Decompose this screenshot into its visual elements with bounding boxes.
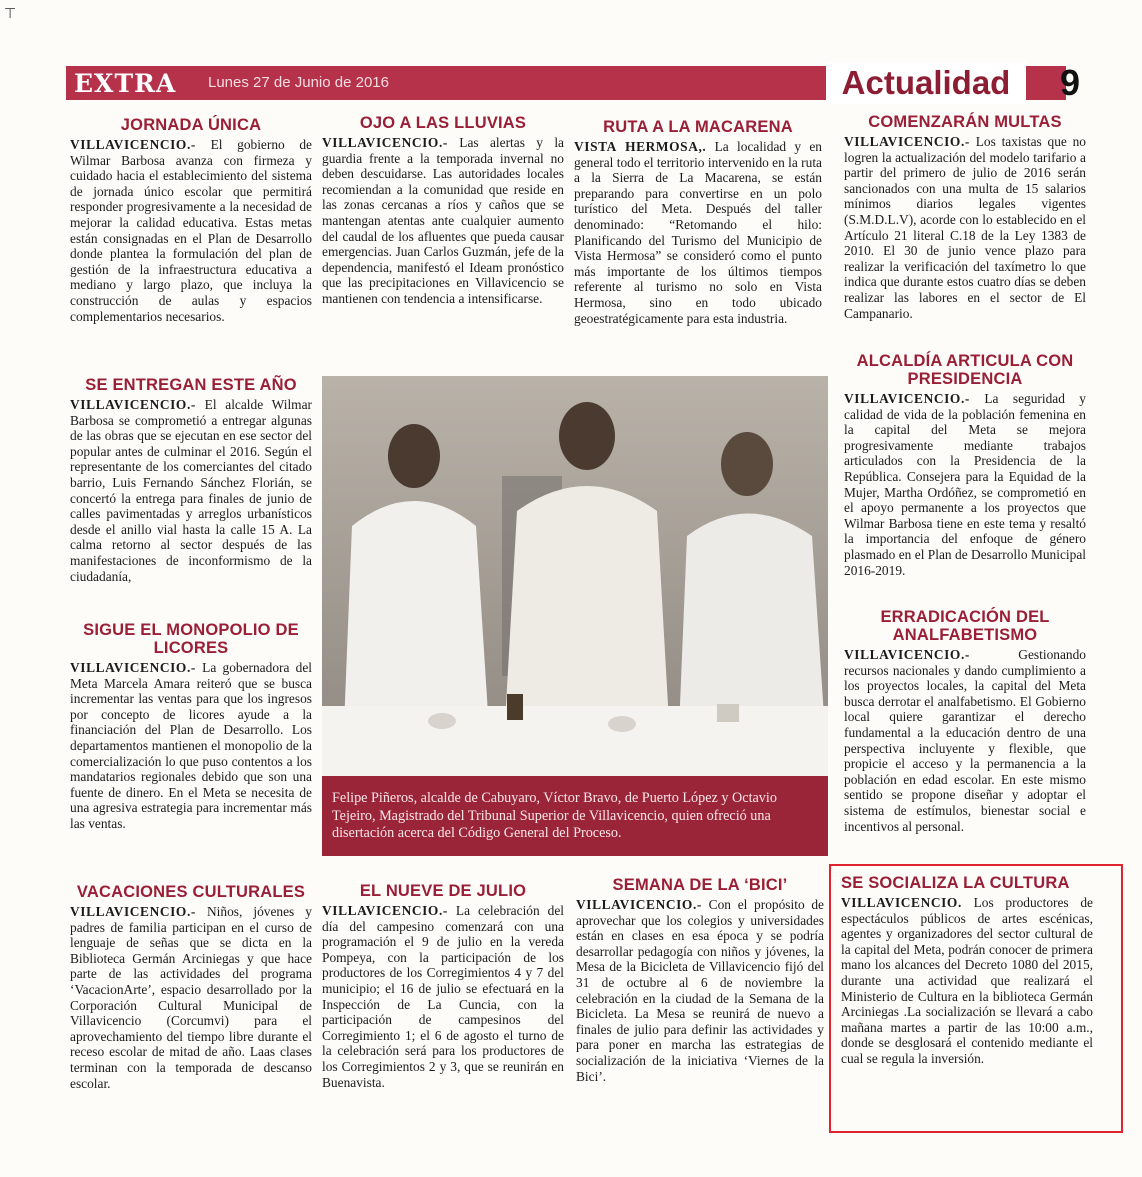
article-body	[70, 397, 312, 584]
article-headline: SE ENTREGAN ESTE AÑO	[85, 376, 297, 394]
article-dateline: VILLAVICENCIO.-	[70, 137, 196, 152]
article-headline: RUTA A LA MACARENA	[603, 118, 793, 136]
article-headline: COMENZARÁN MULTAS	[868, 113, 1062, 131]
article-body	[70, 904, 312, 1091]
article-socializa-cultura	[841, 874, 1093, 1067]
news-photo	[322, 376, 828, 856]
article-text: Los productores de espectáculos públicos de artes escénicas, agentes y organizadores del sector cultural de la capital del Meta, podrán conocer de primera mano los alcances del Decreto 1080 del 2015, durante una actividad que realizará el Ministerio de Cultura en la biblioteca Germán Arciniegas .La socialización se llevará a cabo mañana martes a partir de las 10:00 a.m., donde se desglosará el contenido mediante el cual se regula la inversión.	[841, 895, 1093, 1066]
article-body	[844, 134, 1086, 321]
article-body	[574, 139, 822, 326]
article-nueve-julio	[322, 882, 564, 1090]
article-dateline: VILLAVICENCIO.	[841, 895, 962, 910]
article-body	[70, 660, 312, 832]
article-text: Los taxistas que no logren la actualización del modelo tarifario a partir del primero de julio de 2016 serán sancionados con una multa de 15 salarios mínimos diarios legales vigentes (S.M.D.L.V), acorde con lo establecido en el Artículo 21 literal C.18 de la Ley 1383 de 2010. El 30 de junio vence plazo para realizar la verificación del taxímetro lo que indica que durante estos cuatro días se deben realizar las labores en el sector de El Campanario.	[844, 134, 1086, 321]
article-text: Niños, jóvenes y padres de familia participan en el curso de lenguaje de señas que se dicta en la Biblioteca Germán Arciniegas y que hace parte de las actividades del programa ‘VacacionArte’, espacio desarrollado por la Corporación Cultural Municipal de Villavicencio (Corcumvi) para el aprovechamiento del tiempo libre durante el receso escolar de mitad de año. Laas clases terminan con la temporada de descanso escolar.	[70, 904, 312, 1091]
corner-mark: ⊤	[4, 6, 17, 22]
newspaper-logo: EXTRA	[74, 69, 177, 98]
article-erradicacion-analfabetismo	[844, 608, 1086, 834]
article-monopolio-licores	[70, 621, 312, 832]
article-text: El alcalde Wilmar Barbosa se comprometió a entregar algunas de las obras que se ejecutan en ese sector del popular antes de culminar el 2016. Según el representante de los comerciantes del citado barrio, Luis Fernando Sánchez Florián, se concertó la entrega para finales de junio de calles pavimentadas y arreglos urbanísticos desde el anillo vial hasta la calle 15 A. La calma retorno al sector después de las manifestaciones de inconformismo de la ciudadanía,	[70, 397, 312, 584]
article-text: La gobernadora del Meta Marcela Amara reiteró que se busca incrementar las ventas para que los ingresos por concepto de licores ayude a la financiación del Plan de Desarrollo. Los departamentos mantienen el monopolio de la comercialización lo que puso contentos a los mandatarios regionales debido que son una fuente de dinero. En el Meta se necesita de una agresiva estrategia para incrementar más las ventas.	[70, 660, 312, 831]
issue-date: Lunes 27 de Junio de 2016	[208, 74, 389, 91]
article-ojo-lluvias	[322, 114, 564, 307]
article-vacaciones-culturales	[70, 883, 312, 1091]
article-headline: SIGUE EL MONOPOLIO DE LICORES	[83, 621, 299, 657]
article-dateline: VILLAVICENCIO.-	[844, 391, 970, 406]
article-dateline: VILLAVICENCIO.-	[844, 134, 970, 149]
article-dateline: VILLAVICENCIO.-	[322, 135, 448, 150]
article-body	[844, 391, 1086, 578]
photo-caption: Felipe Piñeros, alcalde de Cabuyaro, Víctor Bravo, de Puerto López y Octavio Tejeiro, Magistrado del Tribunal Superior de Villavicencio, quien ofreció una disertación acerca del Código General del Proceso.	[332, 790, 777, 841]
article-headline: ALCALDÍA ARTICULA CON PRESIDENCIA	[856, 352, 1074, 388]
article-se-entregan	[70, 376, 312, 584]
article-text: La celebración del día del campesino comenzará con una programación el 9 de julio en la vereda Pompeya, con la participación de los productores de los Corregimientos 4 y 7 del municipio; el 16 de julio se efectuará en la Inspección de La Cuncia, con la participación de campesinos del Corregimiento 1; el 6 de agosto el turno de la celebración será para los productores de los Corregimientos 2 y 3, que se reunirán en Buenavista.	[322, 903, 564, 1090]
article-dateline: VILLAVICENCIO.-	[70, 397, 196, 412]
article-headline: EL NUEVE DE JULIO	[359, 882, 527, 900]
article-body	[322, 135, 564, 307]
article-dateline: VILLAVICENCIO.-	[844, 647, 970, 662]
article-text: La seguridad y calidad de vida de la población femenina en la capital del Meta se mejora progresivamente mediante trabajos articulados con la Presidencia de la República. Consejera para la Equidad de la Mujer, Martha Ordóñez, se comprometió en el apoyo permanente a los proyectos que Wilmar Barbosa tiene en este tema y resaltó la importancia del enfoque de género plasmado en el Plan de Desarrollo Municipal 2016-2019.	[844, 391, 1086, 578]
article-headline: ERRADICACIÓN DEL ANALFABETISMO	[880, 608, 1050, 644]
article-headline: SEMANA DE LA ‘BICI’	[612, 876, 788, 894]
article-headline: OJO A LAS LLUVIAS	[359, 114, 527, 132]
article-headline: VACACIONES CULTURALES	[76, 883, 306, 901]
article-dateline: VILLAVICENCIO.-	[70, 660, 196, 675]
article-body	[844, 647, 1086, 834]
masthead	[66, 62, 1124, 106]
article-text: El gobierno de Wilmar Barbosa avanza con firmeza y cuidado hacia el establecimiento del sistema de jornada único escolar que permitirá responder progresivamente a la necesidad de mejorar la calidad educativa. Estas metas están consignadas en el Plan de Desarrollo donde plantea la formulación del plan de gestión de la infraestructura educativa a mediano y largo plazo, que incluya la construcción de aulas y espacios complementarios necesarios.	[70, 137, 312, 324]
article-body	[322, 903, 564, 1090]
section-title: Actualidad	[826, 62, 1026, 104]
article-dateline: VILLAVICENCIO.-	[576, 897, 702, 912]
article-alcaldia-presidencia	[844, 352, 1086, 578]
article-body	[70, 137, 312, 324]
article-body	[576, 897, 824, 1084]
article-headline: JORNADA ÚNICA	[120, 116, 262, 134]
article-comenzaran-multas	[844, 113, 1086, 321]
article-text: La localidad y en general todo el territorio intervenido en la ruta a la Sierra de La Macarena, se están preparando para convertirse en un polo turístico del Meta. Después del taller denominado: “Retomando el hilo: Planificando del Turismo del Municipio de Vista Hermosa” se consideró como el punto más importante de los últimos tiempos referente al turismo no solo en Vista Hermosa, sino en todo ubicado geoestratégicamente para esta industria.	[574, 139, 823, 326]
article-text: Las alertas y la guardia frente a la temporada invernal no deben descuidarse. Las autoridades locales recomiendan a la comunidad que reside en las zonas cercanas a ríos y caños que se mantengan atentas ante cualquier aumento del caudal de los afluentes que pueda causar emergencias. Juan Carlos Guzmán, jefe de la dependencia, manifestó el Ideam pronóstico que las precipitaciones en Villavicencio se mantienen con tendencia a intensificarse.	[322, 135, 564, 306]
article-dateline: VISTA HERMOSA,.	[574, 139, 707, 154]
article-text: Con el propósito de aprovechar que los colegios y universidades están en clases en esa época y se podría desarrollar pedagogía con niños y jóvenes, la Mesa de la Bicicleta de Villavicencio fijó del 31 de octubre al 6 de noviembre la celebración en la ciudad de la Semana de la Bicicleta. La Mesa se reunirá de nuevo a finales de julio para definir las actividades y para poner en marcha las estrategias de socialización de la iniciativa ‘Viernes de la Bici’.	[576, 897, 824, 1084]
article-body	[841, 895, 1093, 1067]
article-text: Gestionando recursos nacionales y dando cumplimiento a los proyectos locales, la capital del Meta busca derrotar el analfabetismo. El Gobierno local quiere garantizar el derecho fundamental a la educación dentro de una perspectiva incluyente y flexible, que propicie el acceso y la permanencia a la población en edad escolar. En este mismo sentido se propone diseñar y adoptar el sistema de estímulos, bienestar social e incentivos al personal.	[844, 647, 1086, 834]
article-semana-bici	[576, 876, 824, 1084]
article-headline: SE SOCIALIZA LA CULTURA	[841, 874, 1070, 892]
photo-image	[322, 376, 828, 776]
article-ruta-macarena	[574, 118, 822, 326]
article-dateline: VILLAVICENCIO.-	[70, 904, 196, 919]
page-number: 9	[1060, 62, 1081, 103]
article-dateline: VILLAVICENCIO.-	[322, 903, 448, 918]
article-jornada-unica	[70, 116, 312, 324]
